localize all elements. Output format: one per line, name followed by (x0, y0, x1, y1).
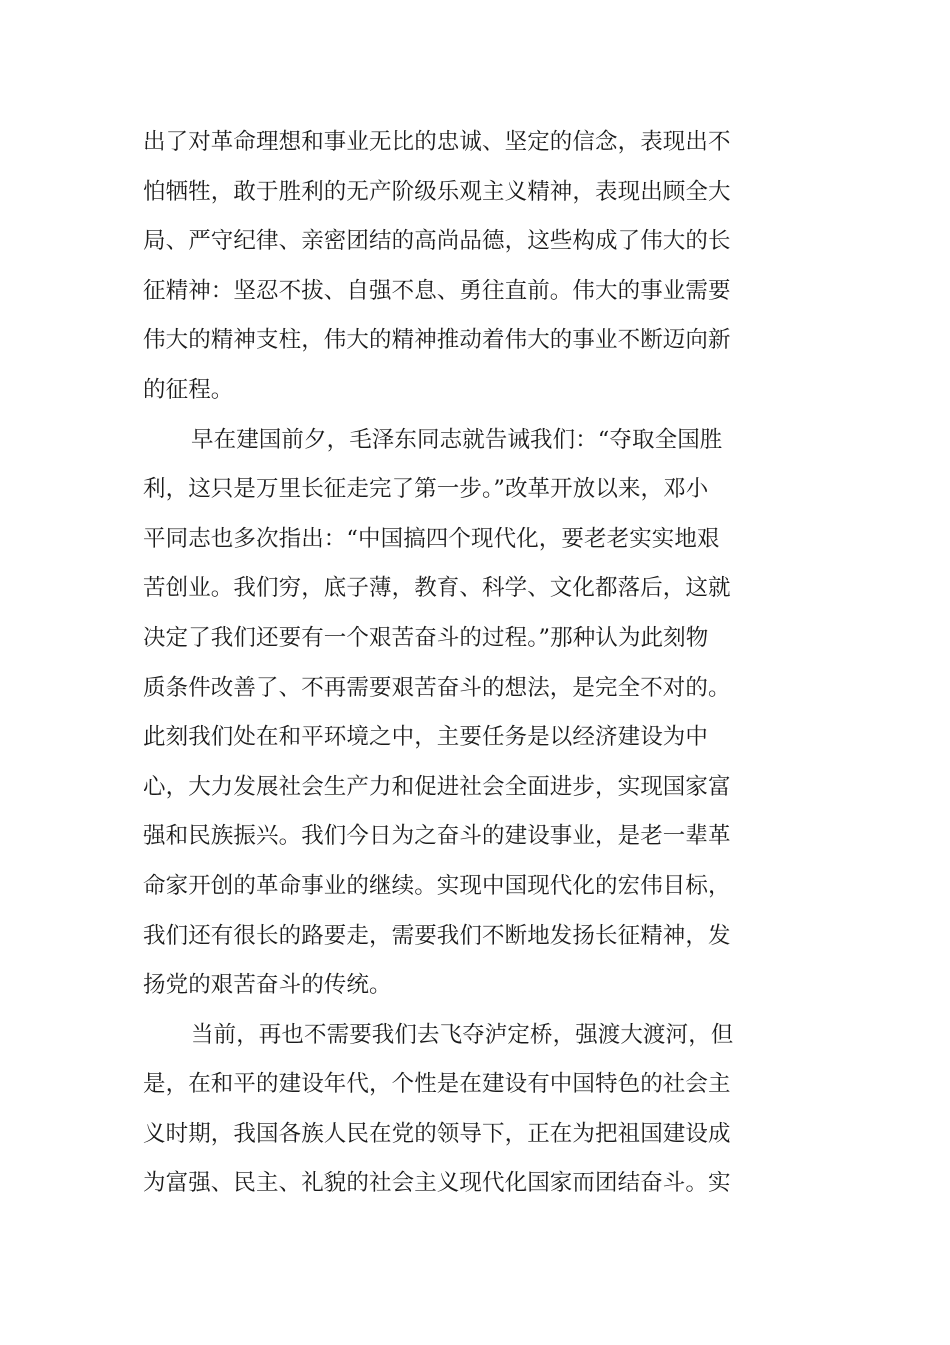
text-line: 苦创业。我们穷，底子薄，教育、科学、文化都落后，这就 (143, 575, 731, 602)
text-line: 我们还有很长的路要走，需要我们不断地发扬长征精神，发 (143, 922, 731, 949)
text-line: 强和民族振兴。我们今日为之奋斗的建设事业，是老一辈革 (143, 823, 731, 850)
text-line: 早在建国前夕，毛泽东同志就告诫我们：“夺取全国胜 (191, 426, 723, 453)
text-line: 扬党的艰苦奋斗的传统。 (143, 972, 392, 999)
text-line: 局、严守纪律、亲密团结的高尚品德，这些构成了伟大的长 (143, 228, 731, 255)
text-line: 命家开创的革命事业的继续。实现中国现代化的宏伟目标， (143, 872, 731, 899)
text-line: 利，这只是万里长征走完了第一步。”改革开放以来，邓小 (143, 476, 709, 503)
document-body (143, 118, 743, 1209)
paragraph-2 (143, 416, 743, 1011)
text-line: 质条件改善了、不再需要艰苦奋斗的想法，是完全不对的。 (143, 674, 731, 701)
text-line: 伟大的精神支柱，伟大的精神推动着伟大的事业不断迈向新 (143, 327, 731, 354)
text-line: 义时期，我国各族人民在党的领导下，正在为把祖国建设成 (143, 1120, 731, 1147)
text-line: 为富强、民主、礼貌的社会主义现代化国家而团结奋斗。实 (143, 1170, 731, 1197)
text-line: 征精神：坚忍不拔、自强不息、勇往直前。伟大的事业需要 (143, 277, 731, 304)
paragraph-3 (143, 1011, 743, 1209)
paragraph-1 (143, 118, 743, 416)
text-line: 决定了我们还要有一个艰苦奋斗的过程。”那种认为此刻物 (143, 624, 709, 651)
text-line: 此刻我们处在和平环境之中，主要任务是以经济建设为中 (143, 724, 709, 751)
text-line: 平同志也多次指出：“中国搞四个现代化，要老老实实地艰 (143, 525, 720, 552)
text-line: 当前，再也不需要我们去飞夺泸定桥，强渡大渡河，但 (191, 1021, 734, 1048)
text-line: 怕牺牲，敢于胜利的无产阶级乐观主义精神，表现出顾全大 (143, 178, 731, 205)
text-line: 出了对革命理想和事业无比的忠诚、坚定的信念，表现出不 (143, 129, 731, 155)
text-line: 的征程。 (143, 376, 234, 403)
text-line: 心，大力发展社会生产力和促进社会全面进步，实现国家富 (143, 773, 731, 800)
text-line: 是，在和平的建设年代，个性是在建设有中国特色的社会主 (143, 1071, 731, 1098)
